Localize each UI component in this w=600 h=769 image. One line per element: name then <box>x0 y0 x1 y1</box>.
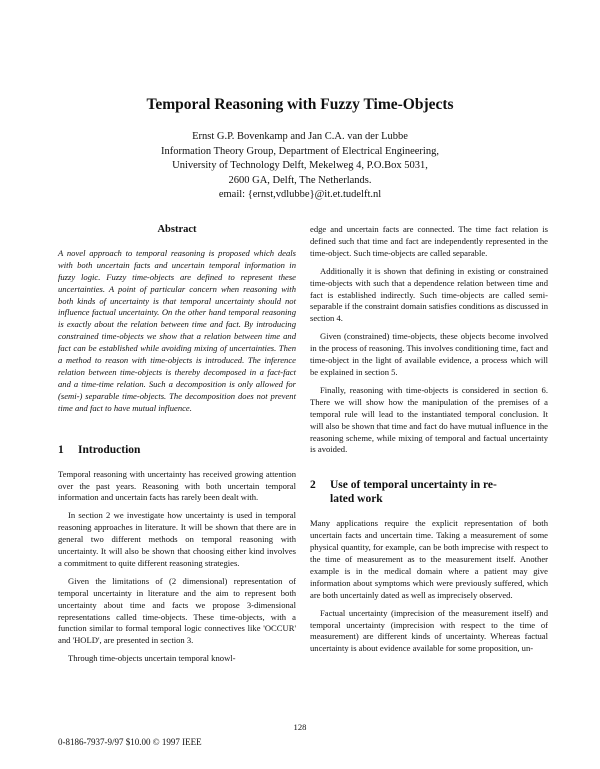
section-1-paragraph: edge and uncertain facts are connected. The time fact relation is defined such that time and fact are independently represented in the time-object. Such time-objects are called separable. <box>310 224 548 258</box>
left-column <box>58 224 296 671</box>
section-1-paragraph: Through time-objects uncertain temporal knowl- <box>68 653 236 664</box>
section-2-title <box>330 478 497 506</box>
section-1-heading <box>58 443 296 457</box>
author-names: Ernst G.P. Bovenkamp and Jan C.A. van der Lubbe <box>192 131 408 142</box>
section-1-paragraph: Finally, reasoning with time-objects is considered in section 6. There we will show how the manipulation of the premises of a temporal rule will lead to the instantiated temporal conclusion. It will also be shown that time and fact do have mutual influence in the reasoning scheme, while mixing of temporal and factual uncertainty is avoided. <box>310 384 548 455</box>
section-1-paragraph: Given (constrained) time-objects, these objects become involved in the process of reasoning. This involves conditioning time, fact and time-object in the light of available evidence, a process which will be explained in section 5. <box>310 331 548 377</box>
section-1-paragraph: In section 2 we investigate how uncertainty is used in temporal reasoning approaches in literature. It will be shown that there are in general two different methods on temporal reasoning with uncertainty. It will also be shown that choosing either kind involves a commitment to quite different reasoning strategies. <box>58 510 296 568</box>
section-1-paragraph: Temporal reasoning with uncertainty has received growing attention over the past years. Reasoning with both uncertain temporal information and uncertain facts has rarely been dealt with. <box>58 468 296 503</box>
section-1-paragraph: Given the limitations of (2 dimensional) representation of temporal uncertainty in literature and the aim to represent both uncertainty about time and facts we propose 3-dimensional representations called time-objects. These time-objects, with a function similar to formal temporal logic connectives like 'OCCUR' and 'HOLD', are presented in section 3. <box>58 575 296 646</box>
author-block <box>0 130 600 203</box>
section-2-heading <box>310 478 548 506</box>
abstract-heading: Abstract <box>157 224 197 235</box>
section-1-title: Introduction <box>78 443 141 456</box>
right-column <box>310 224 548 661</box>
section-2-paragraph: Factual uncertainty (imprecision of the measurement itself) and temporal uncertainty (imprecision with respect to the time of measurement) are different kinds of uncertainty. Whereas factual uncertainty is about evidence available for some proposition, un- <box>310 607 548 654</box>
author-affiliation: Information Theory Group, Department of Electrical Engineering, <box>161 145 439 157</box>
section-2-paragraph: Many applications require the explicit representation of both uncertain facts and uncertain time. Taking a measurement of some physical quantity, for example, can be both imprecise with respect to the time of measurement as to the measurement itself. Another example is in the medical domain where a patient may give information about symptoms which were previously suffered, which are both uncertainly dated as well as imprecisely observed. <box>310 518 548 600</box>
author-email: email: {ernst,vdlubbe}@it.et.tudelft.nl <box>218 189 382 201</box>
author-city: 2600 GA, Delft, The Netherlands. <box>228 174 372 186</box>
section-2-title-line1: Use of temporal uncertainty in re- <box>330 479 497 492</box>
author-university: University of Technology Delft, Mekelweg 4, P.O.Box 5031, <box>172 160 428 172</box>
abstract-text: A novel approach to temporal reasoning is proposed which deals with both uncertain facts and uncertain temporal information in fuzzy logic. Fuzzy time-objects are defined to represent these uncertainties. A point of particular concern when reasoning with both kinds of uncertainty is that temporal uncertainty should not influence factual uncertainty. On the other hand temporal reasoning is exactly about the relation between time and fact. By introducing constrained time-objects we show that a relation between time and fact can be established while avoiding mixing of uncertainties. Then a method to reason with time-objects is introduced. The inference relation between time-objects is thereby decomposed in a fact-fact and a time-time relation. Such a decomposition is only allowed for (semi-) separable time-objects. The decomposition does not prevent time and fact to have mutual influence. <box>58 247 296 413</box>
isbn-footer: 0-8186-7937-9/97 $10.00 © 1997 IEEE <box>58 737 202 747</box>
paper-title: Temporal Reasoning with Fuzzy Time-Objects <box>146 96 454 113</box>
page-number: 128 <box>293 722 307 732</box>
section-1-number: 1 <box>58 443 64 456</box>
section-1-paragraph: Additionally it is shown that defining in existing or constrained time-objects with such that a dependence relation between time and fact is established indirectly. Such time-objects are called semi-separable if the constraint domain satisfies conditions as discussed in section 4. <box>310 265 548 324</box>
section-2-number: 2 <box>310 479 316 492</box>
section-2-title-line2: lated work <box>330 493 383 506</box>
